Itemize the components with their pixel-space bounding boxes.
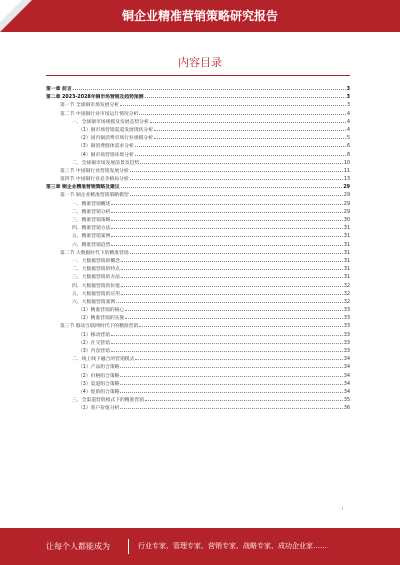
toc-entry-title: （1）产品组合策略	[78, 365, 120, 371]
toc-entry-page: 34	[343, 357, 350, 363]
toc-entry-title: （1）客户价值分析	[78, 406, 120, 412]
toc-entry[interactable]	[46, 321, 350, 329]
toc-entry-page: 4	[346, 119, 350, 125]
report-header-bar	[0, 0, 400, 32]
toc-dot-leader	[116, 297, 343, 303]
toc-entry[interactable]	[46, 346, 350, 354]
toc-dot-leader	[121, 272, 343, 278]
toc-entry-page: 10	[343, 160, 350, 166]
toc-entry[interactable]	[46, 109, 350, 117]
toc-dot-leader	[125, 305, 343, 311]
toc-entry-title: （3）内容营销	[78, 349, 110, 354]
footer-slogan-right: 行业专家、管理专家、营销专家、战略专家、成功企业家……	[138, 542, 327, 550]
toc-entry-page: 30	[343, 218, 350, 223]
toc-heading: 内容目录	[178, 56, 222, 69]
toc-entry-page: 13	[343, 177, 350, 183]
toc-entry-page: 36	[343, 406, 350, 412]
toc-entry-title: 四、精准营销方法	[72, 226, 111, 232]
toc-entry-title: 四、大数据营销的价值	[72, 283, 120, 289]
toc-dot-leader	[130, 190, 343, 196]
toc-dot-leader	[111, 338, 343, 344]
footer-slogan-left: 让每个人都能成为	[46, 542, 110, 551]
toc-dot-leader	[130, 174, 343, 180]
toc-entry-title: 第三章 铜企业精准营销策略及建议	[46, 185, 120, 191]
toc-dot-leader	[120, 403, 342, 409]
toc-entry[interactable]	[46, 117, 350, 125]
toc-entry[interactable]	[46, 190, 350, 198]
toc-entry-title: 二、全球铜市场发展前景及趋势	[72, 160, 140, 166]
toc-entry-title: （2）精准营销的实施	[78, 316, 125, 322]
toc-dot-leader	[121, 264, 343, 270]
toc-dot-leader	[139, 109, 346, 115]
toc-dot-leader	[139, 321, 343, 327]
toc-entry[interactable]	[46, 125, 350, 133]
toc-entry-page: 32	[343, 299, 350, 305]
toc-dot-leader	[121, 256, 343, 262]
toc-dot-leader	[120, 100, 346, 106]
toc-dot-leader	[111, 346, 343, 352]
toc-entry-title: （1）移动营销	[78, 332, 110, 338]
toc-entry[interactable]	[46, 313, 350, 321]
toc-entry-title: 三、全渠道营销模式下的精准营销	[72, 398, 144, 404]
toc-entry[interactable]	[46, 362, 350, 370]
toc-entry-page: 32	[343, 291, 350, 297]
toc-entry-page: 31	[343, 275, 350, 281]
toc-entry-title: 五、精准营销案例	[72, 234, 111, 240]
toc-list	[46, 84, 350, 412]
toc-dot-leader	[135, 354, 343, 360]
toc-entry-title: 六、精准营销趋势	[72, 242, 111, 248]
toc-dot-leader	[120, 362, 342, 368]
toc-entry-page: 34	[343, 373, 350, 379]
toc-entry-title: （3）铜消费群体需求分析	[78, 144, 134, 150]
toc-entry[interactable]	[46, 133, 350, 141]
toc-entry-title: 二、线上线下融合的营销模式	[72, 357, 135, 363]
toc-entry-page: 4	[346, 127, 350, 133]
toc-entry[interactable]	[46, 297, 350, 305]
toc-entry-page: 31	[343, 258, 350, 264]
toc-entry-title: （2）价格组合策略	[78, 373, 120, 379]
toc-dot-leader	[130, 248, 343, 254]
toc-dot-leader	[140, 158, 343, 164]
toc-entry-title: 三、大数据营销的方法	[72, 275, 120, 281]
toc-entry-page: 33	[343, 340, 350, 346]
toc-entry[interactable]	[46, 150, 350, 158]
toc-entry[interactable]	[46, 395, 350, 403]
toc-entry-title: 一、全球铜市场规模及发展态势分析	[72, 119, 149, 125]
toc-entry-page: 29	[343, 201, 350, 207]
toc-heading-rule	[46, 75, 350, 76]
toc-entry-title: （3）渠道组合策略	[78, 381, 120, 387]
toc-entry[interactable]	[46, 182, 350, 190]
toc-entry-title: 五、大数据营销的应用	[72, 291, 120, 297]
toc-entry-page: 3	[346, 103, 350, 109]
toc-entry-page: 33	[343, 332, 350, 338]
toc-entry-page: 34	[343, 389, 350, 395]
toc-entry[interactable]	[46, 92, 350, 100]
toc-entry-title: 一、大数据营销的概念	[72, 258, 120, 264]
toc-entry-page: 33	[343, 349, 350, 354]
toc-entry-title: 第二节 大数据时代下的精准营销	[60, 250, 129, 256]
page-number: i	[342, 506, 344, 511]
toc-entry-title: 第三节 移动互联网时代下的精准营销	[60, 324, 139, 330]
toc-entry-title: 第二章 2023-2028年铜市场营销及趋势预测	[46, 95, 144, 101]
toc-entry[interactable]	[46, 84, 350, 92]
toc-dot-leader	[135, 141, 346, 147]
toc-entry-page: 31	[343, 250, 350, 256]
toc-entry-title: （2）社交营销	[78, 340, 110, 346]
toc-entry-page: 11	[343, 168, 350, 174]
toc-dot-leader	[111, 330, 343, 336]
toc-dot-leader	[111, 223, 343, 229]
toc-entry-page: 31	[343, 267, 350, 273]
toc-dot-leader	[120, 379, 342, 385]
toc-entry-page: 34	[343, 365, 350, 371]
toc-entry-page: 33	[343, 324, 350, 330]
toc-entry-page: 33	[343, 316, 350, 322]
toc-entry[interactable]	[46, 223, 350, 231]
toc-dot-leader	[111, 207, 343, 213]
toc-entry[interactable]	[46, 379, 350, 387]
toc-entry-title: 第三节 中国铜行业营销发展分析	[60, 168, 129, 174]
toc-entry[interactable]	[46, 387, 350, 395]
toc-entry[interactable]	[46, 174, 350, 182]
toc-entry[interactable]	[46, 100, 350, 108]
toc-dot-leader	[145, 92, 346, 98]
toc-entry-page: 35	[343, 398, 350, 404]
toc-entry-page: 31	[343, 242, 350, 248]
toc-entry-page: 3	[346, 87, 350, 92]
toc-dot-leader	[121, 289, 343, 295]
report-title: 铜企业精准营销策略研究报告	[121, 9, 278, 23]
toc-entry[interactable]	[46, 240, 350, 248]
toc-dot-leader	[73, 84, 346, 90]
toc-dot-leader	[130, 166, 343, 172]
toc-dot-leader	[154, 133, 346, 139]
toc-entry-page: 29	[343, 185, 350, 191]
toc-entry[interactable]	[46, 141, 350, 149]
toc-entry[interactable]	[46, 256, 350, 264]
toc-entry[interactable]	[46, 281, 350, 289]
toc-entry-title: （2）国内铜消费市场行业规模分析	[78, 136, 154, 142]
toc-entry-page: 3	[346, 95, 350, 101]
toc-entry-title: （1）铜市场营销渠道发展现状分析	[78, 127, 154, 133]
toc-entry[interactable]	[46, 264, 350, 272]
toc-dot-leader	[125, 313, 343, 319]
toc-entry[interactable]	[46, 248, 350, 256]
toc-entry-page: 8	[346, 152, 350, 158]
toc-entry-page: 34	[343, 381, 350, 387]
toc-entry-page: 29	[343, 193, 350, 199]
toc-entry[interactable]	[46, 215, 350, 223]
toc-dot-leader	[120, 371, 342, 377]
toc-entry-title: 三、精准营销策略	[72, 218, 111, 223]
toc-entry[interactable]	[46, 305, 350, 313]
toc-entry-title: 第一节 铜企业精准营销策略模型	[60, 193, 129, 199]
toc-entry[interactable]	[46, 403, 350, 411]
toc-entry-title: 第一节 全球铜市场发展分析	[60, 103, 120, 109]
toc-entry-title: 第四节 中国铜行业竞争格局分析	[60, 177, 129, 183]
toc-entry[interactable]	[46, 354, 350, 362]
toc-entry-page: 6	[346, 144, 350, 150]
toc-dot-leader	[121, 182, 343, 188]
toc-dot-leader	[111, 240, 343, 246]
toc-dot-leader	[135, 150, 346, 156]
toc-entry-page: 32	[343, 283, 350, 289]
toc-entry-page: 33	[343, 308, 350, 314]
toc-entry[interactable]	[46, 158, 350, 166]
toc-dot-leader	[145, 395, 343, 401]
toc-entry[interactable]	[46, 338, 350, 346]
toc-entry-page: 5	[346, 136, 350, 142]
toc-entry-title: 六、大数据营销案例	[72, 299, 116, 305]
toc-dot-leader	[121, 281, 343, 287]
toc-entry[interactable]	[46, 231, 350, 239]
toc-dot-leader	[111, 199, 343, 205]
toc-entry[interactable]	[46, 166, 350, 174]
toc-entry-page: 4	[346, 111, 350, 117]
toc-entry[interactable]	[46, 330, 350, 338]
toc-dot-leader	[150, 117, 346, 123]
toc-entry[interactable]	[46, 289, 350, 297]
footer-bar	[0, 528, 400, 565]
toc-dot-leader	[111, 215, 343, 221]
toc-dot-leader	[111, 231, 343, 237]
toc-entry[interactable]	[46, 199, 350, 207]
toc-entry-title: （4）促销组合策略	[78, 389, 120, 395]
toc-entry-title: 第二节 中国铜行业市场运行情况分析	[60, 111, 139, 117]
toc-entry-title: 二、大数据营销的特点	[72, 267, 120, 273]
toc-entry-title: 第一章 前言	[46, 87, 72, 92]
toc-dot-leader	[120, 387, 342, 393]
toc-entry[interactable]	[46, 371, 350, 379]
toc-entry[interactable]	[46, 272, 350, 280]
toc-entry-page: 31	[343, 226, 350, 232]
toc-entry-title: （1）精准营销的核心	[78, 308, 125, 314]
toc-entry-title: 二、精准营销分析	[72, 209, 111, 215]
toc-entry-page: 31	[343, 234, 350, 240]
toc-dot-leader	[154, 125, 346, 131]
toc-entry-title: （4）铜市场营销环境分析	[78, 152, 134, 158]
toc-entry-title: 一、精准营销概述	[72, 201, 111, 207]
toc-entry[interactable]	[46, 207, 350, 215]
toc-entry-page: 29	[343, 209, 350, 215]
footer-divider	[128, 539, 129, 554]
